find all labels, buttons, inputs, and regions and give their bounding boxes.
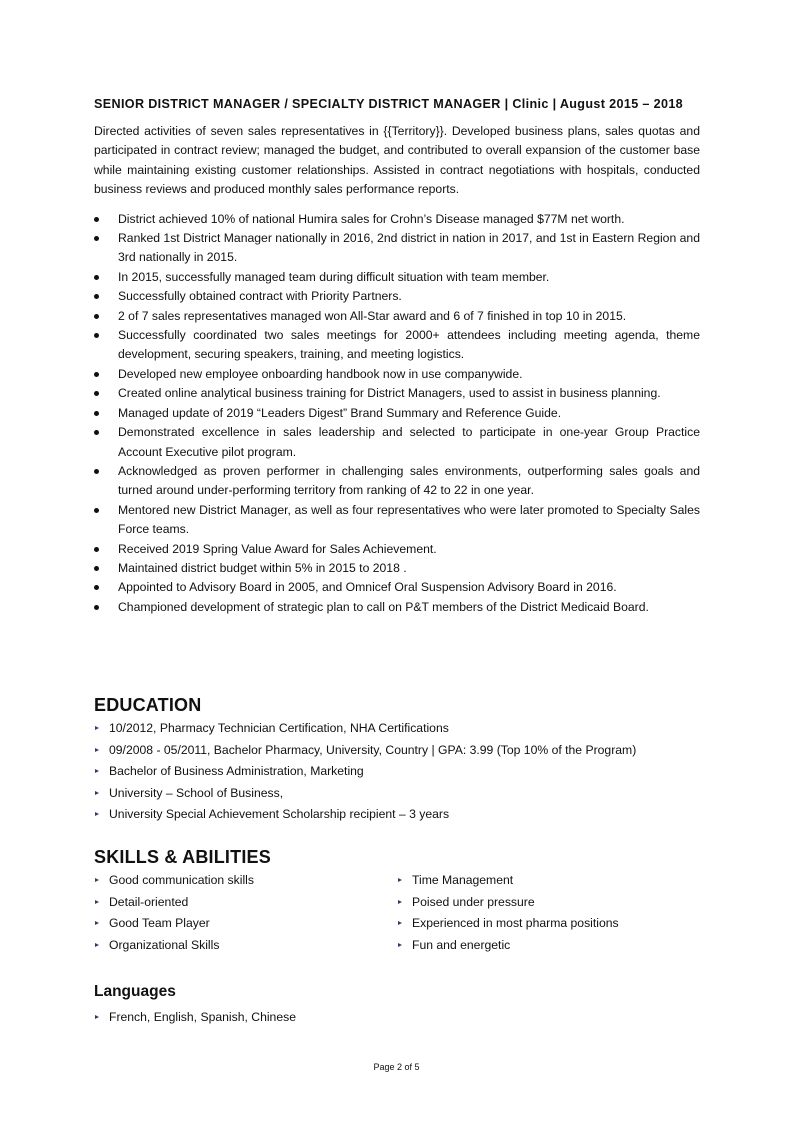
list-item: Detail-oriented <box>94 892 397 914</box>
list-item: Experienced in most pharma positions <box>397 913 700 935</box>
page-number: Page 2 of 5 <box>373 1062 420 1072</box>
list-item: District achieved 10% of national Humira sales for Crohn’s Disease managed $77M net worth. <box>94 210 700 229</box>
languages-list <box>94 1007 700 1029</box>
list-item: Organizational Skills <box>94 935 397 957</box>
achievement-list <box>94 210 700 618</box>
list-item: 2 of 7 sales representatives managed won All-Star award and 6 of 7 finished in top 10 in 2015. <box>94 307 700 326</box>
list-item: Created online analytical business training for District Managers, used to assist in business planning. <box>94 384 700 403</box>
skills-section <box>94 846 700 956</box>
job-title: SENIOR DISTRICT MANAGER / SPECIALTY DISTRICT MANAGER | Clinic | August 2015 – 2018 <box>94 97 684 111</box>
languages-section <box>94 982 700 1029</box>
list-item: Developed new employee onboarding handbook now in use companywide. <box>94 365 700 384</box>
list-item: Mentored new District Manager, as well as four representatives who were later promoted to Specialty Sales Force teams. <box>94 501 700 540</box>
list-item: University – School of Business, <box>94 783 700 805</box>
list-item: University Special Achievement Scholarship recipient – 3 years <box>94 804 700 826</box>
list-item: Received 2019 Spring Value Award for Sales Achievement. <box>94 540 700 559</box>
list-item: Successfully coordinated two sales meetings for 2000+ attendees including meeting agenda, theme development, securing speakers, training, and meeting logistics. <box>94 326 700 365</box>
list-item: Good communication skills <box>94 870 397 892</box>
list-item: Demonstrated excellence in sales leadership and selected to participate in one-year Group Practice Account Executive pilot program. <box>94 423 700 462</box>
job-summary: Directed activities of seven sales representatives in {{Territory}}. Developed business plans, sales quotas and participated in contract review; managed the budget, and contributed to overall expansion of the customer base while maintaining existing customer relationships. Assisted in contract negotiations with hospitals, conducted business reviews and produced monthly sales performance reports. <box>94 124 700 197</box>
list-item: Time Management <box>397 870 700 892</box>
languages-heading: Languages <box>94 983 176 1000</box>
list-item: In 2015, successfully managed team during difficult situation with team member. <box>94 268 700 287</box>
list-item: Ranked 1st District Manager nationally in 2016, 2nd district in nation in 2017, and 1st in Eastern Region and 3rd nationally in 2015. <box>94 229 700 268</box>
education-section <box>94 694 700 826</box>
list-item: Poised under pressure <box>397 892 700 914</box>
list-item: 10/2012, Pharmacy Technician Certification, NHA Certifications <box>94 718 700 740</box>
skills-heading: SKILLS & ABILITIES <box>94 847 271 867</box>
list-item: 09/2008 - 05/2011, Bachelor Pharmacy, University, Country | GPA: 3.99 (Top 10% of the Program) <box>94 740 700 762</box>
list-item: Good Team Player <box>94 913 397 935</box>
skills-list-left <box>94 870 397 956</box>
experience-section <box>94 94 700 617</box>
list-item: Fun and energetic <box>397 935 700 957</box>
list-item: Managed update of 2019 “Leaders Digest” Brand Summary and Reference Guide. <box>94 404 700 423</box>
education-heading: EDUCATION <box>94 695 202 715</box>
list-item: French, English, Spanish, Chinese <box>94 1007 700 1029</box>
list-item: Championed development of strategic plan to call on P&T members of the District Medicaid Board. <box>94 598 700 617</box>
skills-list-right <box>397 870 700 956</box>
list-item: Acknowledged as proven performer in challenging sales environments, outperforming sales goals and turned around under-performing territory from ranking of 42 to 22 in one year. <box>94 462 700 501</box>
list-item: Bachelor of Business Administration, Marketing <box>94 761 700 783</box>
list-item: Successfully obtained contract with Priority Partners. <box>94 287 700 306</box>
education-list <box>94 718 700 826</box>
list-item: Maintained district budget within 5% in 2015 to 2018 . <box>94 559 700 578</box>
list-item: Appointed to Advisory Board in 2005, and Omnicef Oral Suspension Advisory Board in 2016. <box>94 578 700 597</box>
